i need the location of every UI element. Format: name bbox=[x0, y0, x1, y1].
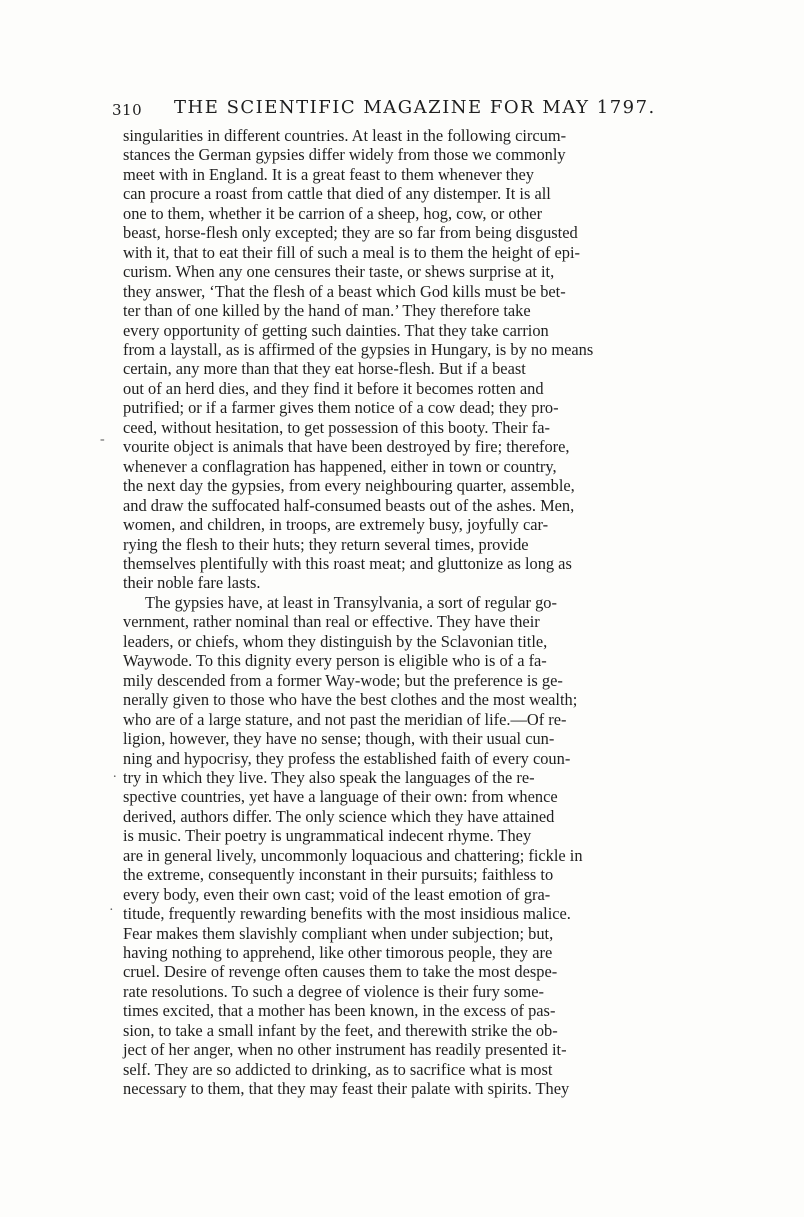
text-line: ter than of one killed by the hand of man.’ They therefore take bbox=[123, 301, 531, 321]
text-line: and draw the suffocated half-consumed beasts out of the ashes. Men, bbox=[123, 495, 575, 515]
text-line: the extreme, consequently inconstant in their pursuits; faithless to bbox=[123, 865, 554, 885]
text-line: Waywode. To this dignity every person is eligible who is of a fa- bbox=[123, 651, 547, 671]
text-line: The gypsies have, at least in Transylvania, a sort of regular go- bbox=[145, 592, 557, 612]
text-line: cruel. Desire of revenge often causes them to take the most despe- bbox=[123, 962, 558, 982]
text-line: self. They are so addicted to drinking, as to sacrifice what is most bbox=[123, 1059, 553, 1079]
text-line: try in which they live. They also speak the languages of the re- bbox=[123, 767, 535, 787]
text-line: curism. When any one censures their taste, or shews surprise at it, bbox=[123, 262, 555, 282]
text-line: having nothing to apprehend, like other timorous people, they are bbox=[123, 943, 553, 963]
text-line: the next day the gypsies, from every neighbouring quarter, assemble, bbox=[123, 476, 575, 496]
text-line: from a laystall, as is affirmed of the gypsies in Hungary, is by no means bbox=[123, 339, 594, 359]
margin-mark: . bbox=[113, 766, 117, 781]
text-line: meet with in England. It is a great feast to them whenever they bbox=[123, 164, 534, 184]
text-line: with it, that to eat their fill of such a meal is to them the height of epi- bbox=[123, 242, 581, 262]
text-line: vernment, rather nominal than real or effective. They have their bbox=[123, 612, 540, 632]
text-line: times excited, that a mother has been known, in the excess of pas- bbox=[123, 1001, 556, 1021]
margin-mark: · bbox=[109, 903, 114, 918]
paragraph-1 bbox=[123, 126, 688, 593]
text-line: out of an herd dies, and they find it before it becomes rotten and bbox=[123, 378, 544, 398]
page-header bbox=[112, 97, 702, 125]
text-line: can procure a roast from cattle that died of any distemper. It is all bbox=[123, 184, 551, 204]
text-line: whenever a conflagration has happened, either in town or country, bbox=[123, 456, 557, 476]
text-line: ject of her anger, when no other instrument has readily presented it- bbox=[123, 1040, 567, 1060]
text-line: stances the German gypsies differ widely from those we commonly bbox=[123, 145, 566, 165]
margin-mark: - bbox=[100, 432, 105, 447]
page-number: 310 bbox=[112, 101, 143, 119]
text-line: beast, horse-flesh only excepted; they are so far from being disgusted bbox=[123, 223, 578, 243]
text-line: they answer, ‘That the flesh of a beast which God kills must be bet- bbox=[123, 281, 566, 301]
text-line: ligion, however, they have no sense; though, with their usual cun- bbox=[123, 729, 555, 749]
text-line: leaders, or chiefs, whom they distinguish by the Sclavonian title, bbox=[123, 631, 548, 651]
text-line: who are of a large stature, and not past the meridian of life.—Of re- bbox=[123, 709, 567, 729]
text-line: women, and children, in troops, are extremely busy, joyfully car- bbox=[123, 515, 549, 535]
text-line: vourite object is animals that have been destroyed by fire; therefore, bbox=[123, 437, 570, 457]
text-line: every body, even their own cast; void of the least emotion of gra- bbox=[123, 884, 551, 904]
article-body bbox=[123, 126, 688, 1099]
paragraph-2 bbox=[123, 593, 688, 1099]
text-line: spective countries, yet have a language of their own: from whence bbox=[123, 787, 558, 807]
text-line: mily descended from a former Way-wode; but the preference is ge- bbox=[123, 670, 563, 690]
text-line: derived, authors differ. The only science which they have attained bbox=[123, 806, 555, 826]
text-line: singularities in different countries. At least in the following circum- bbox=[123, 126, 567, 145]
running-title: THE SCIENTIFIC MAGAZINE FOR MAY 1797. bbox=[174, 97, 656, 118]
text-line: certain, any more than that they eat horse-flesh. But if a beast bbox=[123, 359, 526, 379]
text-line: every opportunity of getting such dainties. That they take carrion bbox=[123, 320, 549, 340]
text-line: their noble fare lasts. bbox=[123, 573, 261, 593]
text-line: putrified; or if a farmer gives them notice of a cow dead; they pro- bbox=[123, 398, 559, 418]
text-line: one to them, whether it be carrion of a sheep, hog, cow, or other bbox=[123, 203, 543, 223]
text-line: sion, to take a small infant by the feet, and therewith strike the ob- bbox=[123, 1020, 558, 1040]
text-line: rate resolutions. To such a degree of violence is their fury some- bbox=[123, 981, 544, 1001]
text-line: ning and hypocrisy, they profess the established faith of every coun- bbox=[123, 748, 571, 768]
text-line: themselves plentifully with this roast meat; and gluttonize as long as bbox=[123, 553, 572, 573]
text-line: titude, frequently rewarding benefits with the most insidious malice. bbox=[123, 904, 571, 924]
text-line: is music. Their poetry is ungrammatical indecent rhyme. They bbox=[123, 826, 532, 846]
text-line: Fear makes them slavishly compliant when under subjection; but, bbox=[123, 923, 554, 943]
text-line: rying the flesh to their huts; they return several times, provide bbox=[123, 534, 529, 554]
text-line: are in general lively, uncommonly loquacious and chattering; fickle in bbox=[123, 845, 583, 865]
text-line: ceed, without hesitation, to get possession of this booty. Their fa- bbox=[123, 417, 550, 437]
text-line: nerally given to those who have the best clothes and the most wealth; bbox=[123, 690, 578, 710]
text-line: necessary to them, that they may feast their palate with spirits. They bbox=[123, 1079, 570, 1099]
